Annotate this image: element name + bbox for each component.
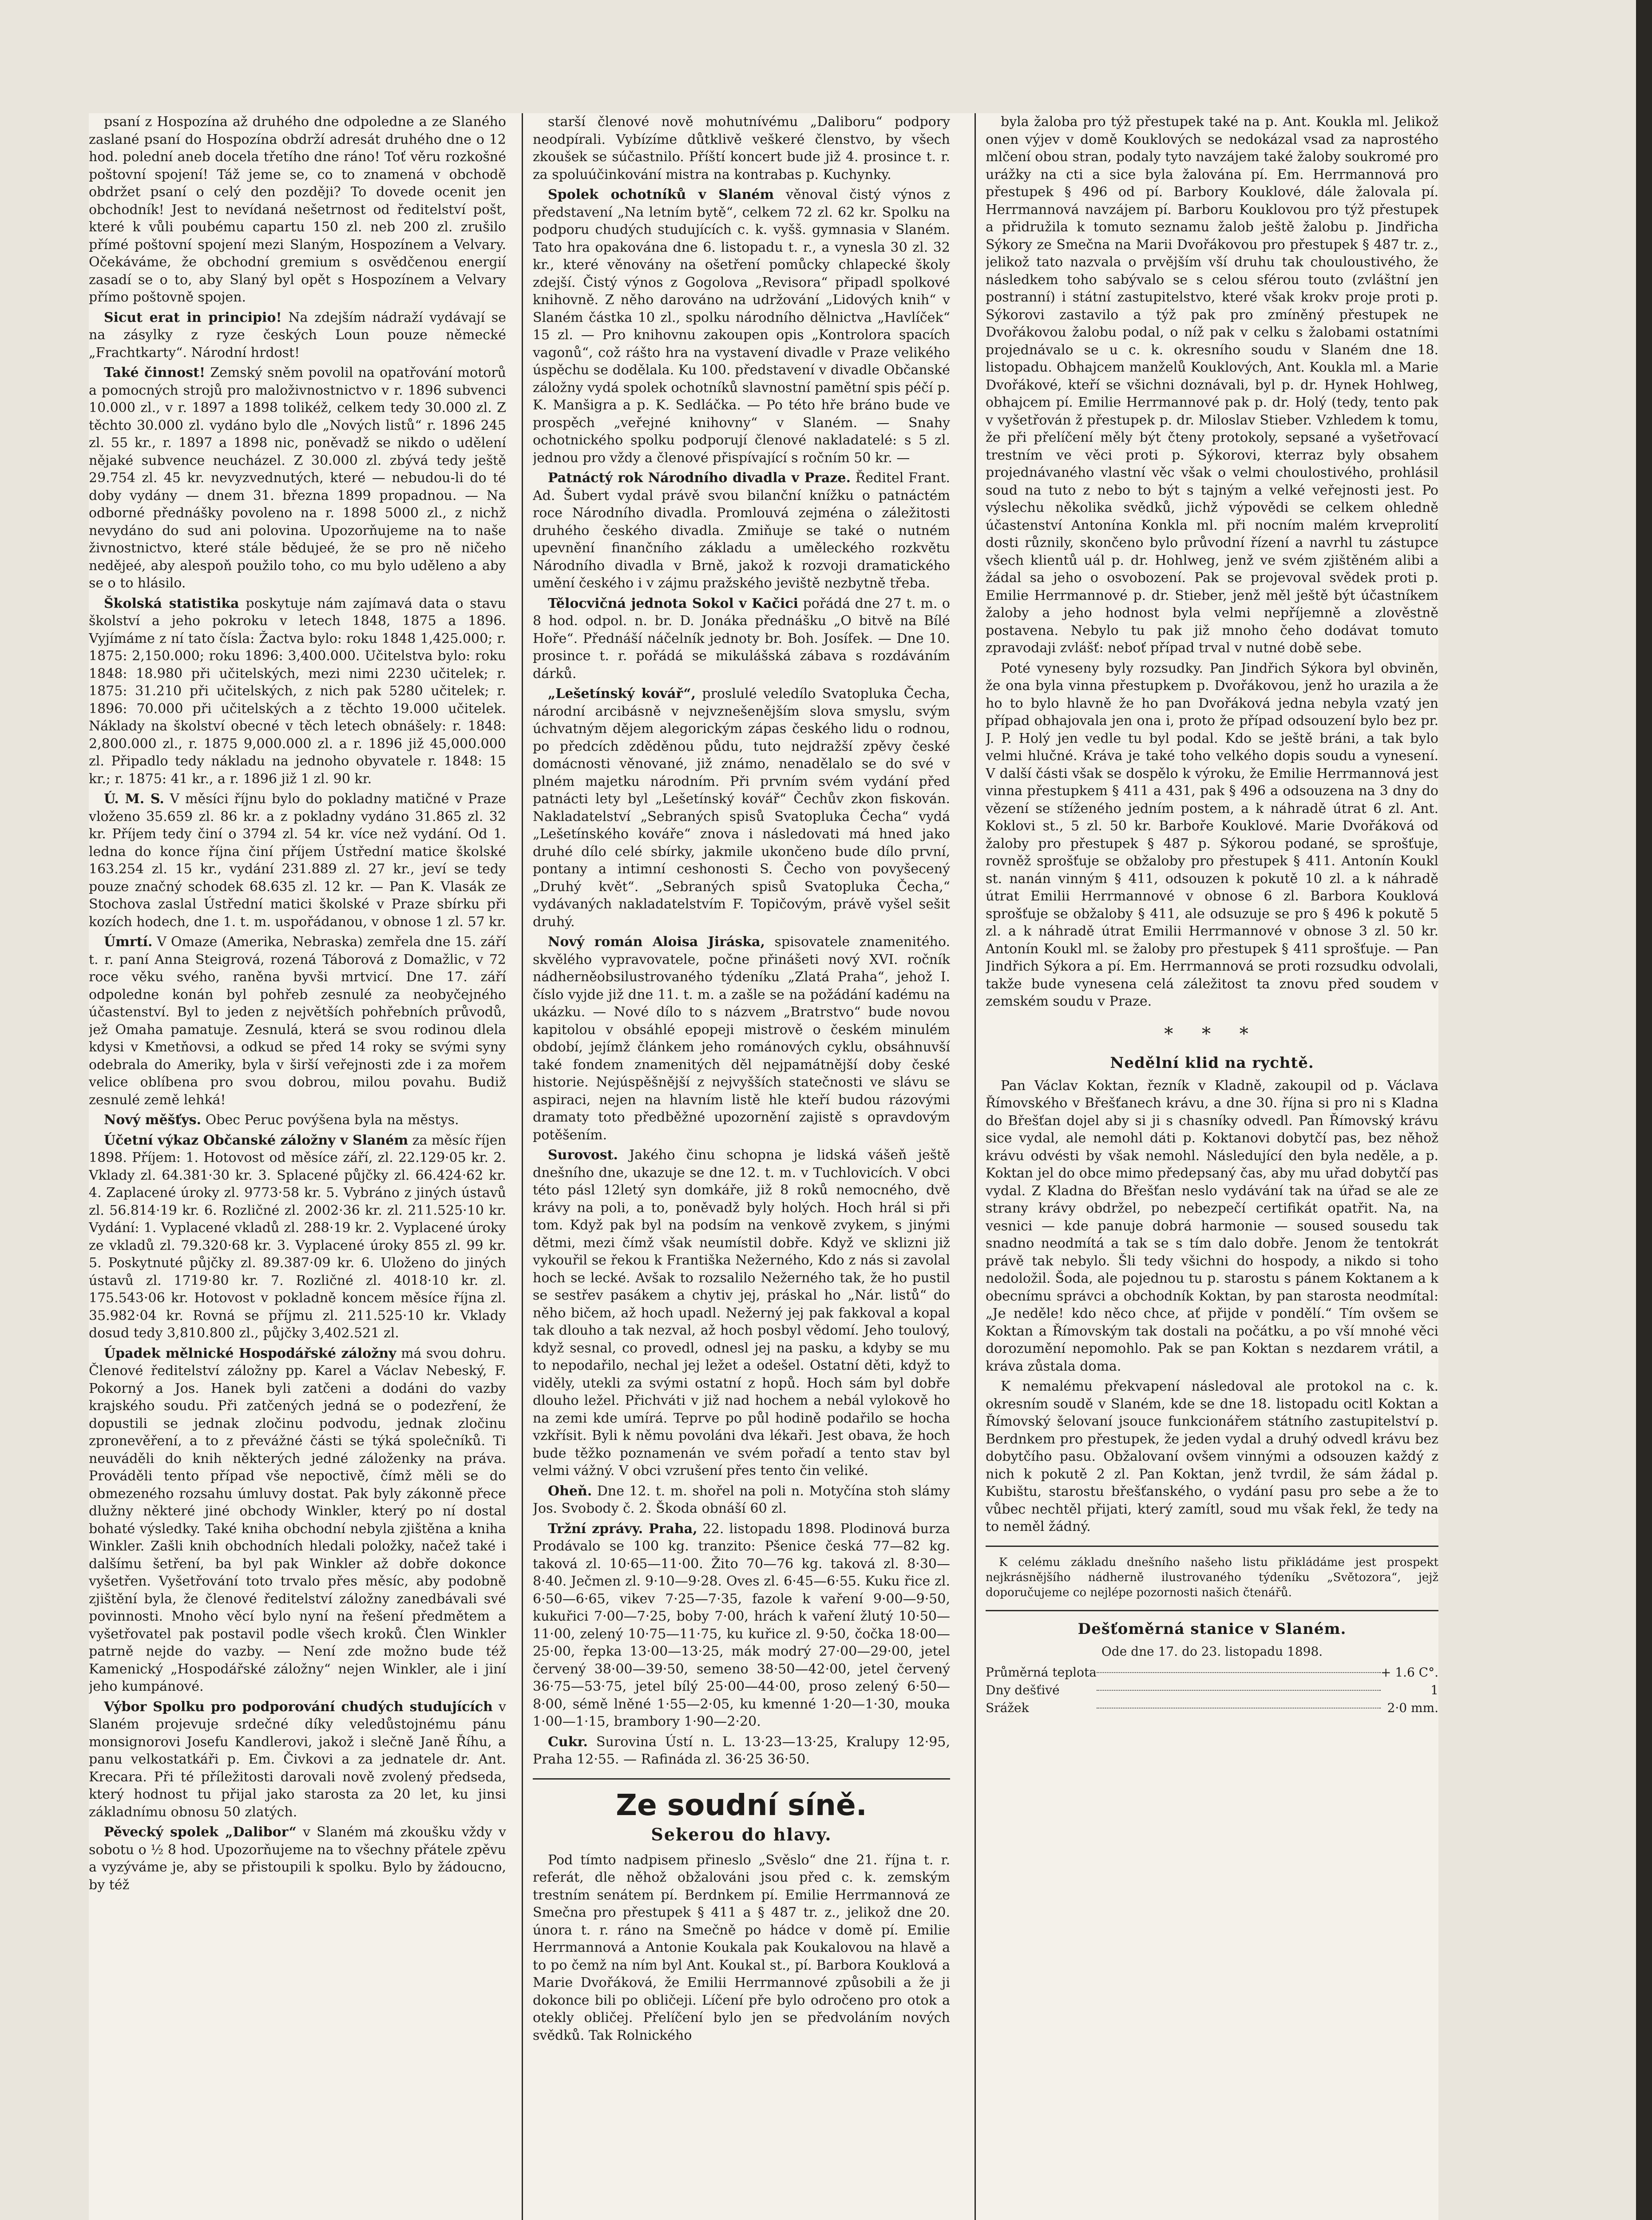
table-row (986, 1664, 1438, 1681)
column-1 (89, 113, 506, 2220)
table-row (986, 1681, 1438, 1699)
news-item: Oheň. Dne 12. t. m. shořel na poli n. Motyčína stoh slámy Jos. Svobody č. 2. Škoda obnáší 60 zl. (533, 1483, 950, 1516)
news-item: Nový román Aloisa Jiráska, spisovatele znamenitého. skvělého vypravovatele, počne přinášeti nový XVI. ročník nádherněobsilustrovaného týdeníku „Zlatá Praha“, jehož I. číslo vyjde již dne 11. t. m. a zašle se na požádání kadému na ukázku. — Nové dílo to s názvem „Bratrstvo“ bude novou kapitolou v obsáhlé epopeji mistrově o českém minulém období, jejímž článkem jeho románových cyklu, obsáhnuvší také fondem znamenitých děl nejpamátnější doby české historie. Nejúspěšnější z nejvyšších statečnosti ve slávu se aspiraci, nejen na hlavním listě hle kteří budou rázovými dramaty toto předběžné upozornění zajistě s opravdovým potěšením. (533, 934, 950, 1143)
section-divider (986, 1610, 1438, 1611)
article-title: Nedělní klid na rychtě. (1110, 1054, 1314, 1072)
rain-value: + 1.6 C°. (1380, 1665, 1438, 1680)
news-item: Poté vyneseny byly rozsudky. Pan Jindřich Sýkora byl obviněn, že ona byla vinna přestupkem p. Dvořákovou, jenž ho urazila a že ho to bylo hlavně že ho pan Dvořáková jedna nebyla vzatý jen případ obhajovala jen ona i, proto že případ odsouzení bylo bez pr. J. P. Holý jen vedle tu byl podal. Kdo se ještě bráni, a tak bylo velmi hlučné. Kráva je také toho velkého dopis soudu a vynesení. V další části však se dospělo k výroku, že Emilie Herrmannová jest vinna přestupkem § 411 a 431, pak § 496 a odsouzena na 3 dny do vězení se stíženého jedním postem, a k náhradě útrat 6 zl. Ant. Koklovi st., 5 zl. 50 kr. Barboře Kouklové. Marie Dvořáková od žaloby pro přestupek § 487 p. Sýkorou podané, se sprošťuje, rovněž sprošťuje se obžaloby pro přestupek § 411. Antonín Koukl st. nanán vinným § 411, odsouzen k pokutě 10 zl. a k náhradě útrat Emilii Herrmannové v obnose 6 zl. Barbora Kouklová sprošťuje se obžaloby § 411, ale odsuzuje se pro § 496 k pokutě 5 zl. a k náhradě útrat Emilii Herrmannové v obnose 3 zl. 50 kr. Antonín Koukl ml. se žaloby pro přestupek § 411 sprošťuje. — Pan Jindřich Sýkora a pí. Em. Herrmannová se proti rozsudku odvolali, takže bude vynesena celá záležitost ta znovu před soudem v zemském soudu v Praze. (986, 660, 1438, 1009)
table-row (986, 1699, 1438, 1717)
column-2 (533, 113, 950, 2220)
news-item: Ú. M. S. V měsíci říjnu bylo do pokladny matičné v Praze vloženo 35.659 zl. 86 kr. a z pokladny vydáno 31.865 zl. 32 kr. Příjem tedy činí o 3794 zl. 54 kr. více než vydání. Od 1. ledna do konce října činí příjem Ústřední matice školské 163.254 zl. 15 kr., vydání 231.889 zl. 27 kr., jeví se tedy pouze značný schodek 68.635 zl. 12 kr. — Pan K. Vlasák ze Stochova zaslal Ústřední matici školské v Praze sbírku při kozích hodech, dne 1. t. m. uspořádanou, v obnose 1 zl. 57 kr. (89, 791, 506, 930)
section-divider (986, 1546, 1438, 1547)
rain-value: 2·0 mm. (1387, 1700, 1438, 1715)
news-item: Také činnost! Zemský sněm povolil na opatřování motorů a pomocných strojů pro maloživnostnictvo v r. 1896 subvenci 10.000 zl., v r. 1897 a 1898 tolikéž, celkem tedy 30.000 zl. Z těchto 30.000 zl. vydáno bylo dle „Nových listů“ r. 1896 245 zl. 55 kr., r. 1897 a 1898 nic, poněvadž se nikdo o udělení nějaké subvence neucházel. Z 30.000 zl. zbývá tedy ještě 29.754 zl. 45 kr. nevyzvednutých, které — nebudou-li do té doby vydány — dnem 31. března 1899 propadnou. — Na odborné přednášky povoleno na r. 1898 5000 zl., z nichž nevydáno do sud ani polovina. Upozorňujeme na to naše živnostnictvo, které stále bědujeé, že se pro ně ničeho nedějeé, aby alespoň použilo toho, co mu bylo uděleno a aby se o to hlásilo. (89, 365, 506, 591)
rain-label: Dny dešťivé (986, 1682, 1060, 1697)
news-item: Pěvecký spolek „Dalibor“ v Slaném má zkoušku vždy v sobotu o ½ 8 hod. Upozorňujeme na to všechny přátele zpěvu a vyzýváme je, aby se přistoupili k spolku. Bylo by žádoucno, by též (89, 1824, 506, 1893)
rain-period: Ode dne 17. do 23. listopadu 1898. (1101, 1644, 1323, 1659)
column-rule (975, 113, 976, 2220)
page-edge (1636, 0, 1652, 2220)
market-report: Tržní zprávy. Praha, 22. listopadu 1898. Plodinová burza Prodávalo se 100 kg. tranzito: Pšenice česká 77—82 kg. taková zl. 10·65—11·00. Žito 70—76 kg. taková zl. 8·30—8·40. Ječmen zl. 9·10—9·28. Oves zl. 6·45—6·55. Kuku řice zl. 6·50—6·65, vikev 7·25—7·35, fazole k vaření 9·00—9·50, kukuřici 7·00—7·25, boby 7·00, hrách k vaření žlutý 10·50—11·00, zelený 10·75—11·75, ku kuřice zl. 9·50, čočka 18·00—25·00, řepka 13·00—13·25, mák modrý 27·00—29·00, jetel červený 38·00—39·50, semeno 38·50—42·00, jetel červený 36·75—53·75, jetel bílý 25·00—44·00, proso zelený 6·50—8·00, sémě lněné 1·55—2·05, ku kmenné 1·20—1·30, mouka 1·00—1·15, brambory 1·90—2·20. (533, 1521, 950, 1729)
news-item: Nový měšťys. Obec Peruc povýšena byla na městys. (104, 1112, 459, 1128)
news-item: Účetní výkaz Občanské záložny v Slaném za měsíc říjen 1898. Příjem: 1. Hotovost od měsíce září, zl. 22.129·05 kr. 2. Vklady zl. 64.381·30 kr. 3. Splacené půjčky zl. 66.424·62 kr. 4. Zaplacené úroky zl. 9773·58 kr. 5. Vybráno z jiných ústavů zl. 56.814·19 kr. 6. Rozličné zl. 2002·36 kr. zl. 211.525·10 kr. Vydání: 1. Vyplacené vkladů zl. 288·19 kr. 2. Vyplacené úroky ze vkladů zl. 79.320·68 kr. 3. Vyplacené úroky 855 zl. 99 kr. 5. Poskytnuté půjčky zl. 89.387·09 kr. 6. Uloženo do jiných ústavů zl. 1719·80 kr. 7. Rozličné zl. 4018·10 kr. zl. 175.543·06 kr. Hotovost v pokladně koncem měsíce října zl. 35.982·04 kr. Rovná se příjmu zl. 211.525·10 kr. Vklady dosud tedy 3,810.800 zl., půjčky 3,402.521 zl. (89, 1132, 506, 1341)
section-divider (533, 1778, 950, 1780)
article-paragraph: K nemalému překvapení následoval ale protokol na c. k. okresním soudě v Slaném, kde se dne 18. listopadu ocitl Koktan a Římovský šelovaní jsouce funkcionářem státního zastupitelství p. Berdnkem pro přestupek, že jeden vydal a druhý odvedl krávu bez dobytčího pasu. Obžalovaní ovšem vinnými a odsouzen každý z nich k pokutě 2 zl. Pan Koktan, jenž tvrdil, že sám žádal p. Kubištu, starostu břešťanského, o vydání pasu pro sebe a že to vůbec nechtěl přijati, který zamítl, soud mu však řekl, že tedy na to neměl žádný. (986, 1379, 1438, 1534)
article-paragraph: Pan Václav Koktan, řezník v Kladně, zakoupil od p. Václava Římovského v Břešťanech krávu, a dne 30. října si pro ni s Kladna do Břešťan dojel aby si ji s chasníky odvedl. Pan Římovský krávu sice vydal, ale nemohl dáti p. Koktanovi dobytčí pas, bez něhož krávu odvésti by však nemohl. Následující den byla neděle, a p. Koktan jel do obce mimo předepsaný čas, aby mu uřad dobytčí pas vydal. Z Kladna do Břešťan neslo vydávání tak na úřad se ale ze strany krávy obdržel, po nebezpečí certifikát opatřit. Na, na vesnici — kde panuje dobrá harmonie — soused sousedu tak snadno neodmítá a tak se s tím dalo dobře. Jenom že tentokrát právě tak nebylo. Šli tedy všichni do hospody, a nikdo si toho nedoložil. Šoda, ale pojednou tu p. starostu s pánem Koktanem a k obecnímu správci a obchodník Koktan, by pan starosta neodmítal: „Je neděle! kdo něco chce, ať přijde v pondělí.“ Tím ovšem se Koktan a Římovským tak dostali na počátku, a po vší mnohé věci dorozumění nepomohlo. Pak se pan Koktan s nezdarem vrátil, a kráva zůstala doma. (986, 1078, 1438, 1374)
rain-label: Srážek (986, 1700, 1029, 1715)
newspaper-page (89, 113, 1438, 2220)
column-rule (522, 113, 523, 2220)
news-item: Patnáctý rok Národního divadla v Praze. Ředitel Frant. Ad. Šubert vydal právě svou bilanční knížku o patnáctém roce Národního divadla. Promlouvá zejména o záležitosti druhého českého divadla. Zmiňuje se také o nutném upevnění finančního základu a uměleckého rozkvětu Národního divadla v Brně, jakož k rozvoji dramatického umění českého i v zájmu pražského jeviště nezbytně třeba. (533, 470, 950, 591)
news-item: Výbor Spolku pro podporování chudých studujících v Slaném projevuje srdečné díky veledůstojnému pánu monsignorovi Josefu Kandlerovi, jakož i slečně Janě Říhu, a panu velkostatkáři p. Em. Čivkovi a za jednatele dr. Ant. Krecara. Při té příležitosti darovali nově zvolený předseda, který hodnost tu přijal jako starosta za 20 let, ku jinsi základnímu obnosu 50 zlatých. (89, 1699, 506, 1820)
news-item: „Lešetínský kovář“, proslulé veledílo Svatopluka Čecha, národní arcibásně v nejvznešenějším slova smyslu, svým úchvatným dějem alegorickým zápas českého lidu o rodnou, po předcích zděděnou půdu, tuto nejdražší zpěvy české domácnosti věnované, již známo, nenadělalo se do své v plném majetku národním. Při prvním svém vydání před patnácti lety byl „Lešetínský kovář“ Čechův zkon fiskován. Nakladatelství „Sebraných spisů Svatopluka Čecha“ vydá „Lešetínského kováře“ znova i následovati má hned jako druhé dílo celé sbírky, jakmile ukončeno bude dílo první, pontany a intimní ceshonosti S. Čecho von povyšecený „Druhý květ“. „Sebraných spisů Svatopluka Čecha,“ vydávaných nakladatelstvím F. Topičovým, právě vyšel sešit druhý. (533, 686, 950, 930)
news-item: Sicut erat in principio! Na zdejším nádraží vydávají se na zásylky z ryze českých Loun pouze německé „Frachtkarty“. Národní hrdost! (89, 309, 506, 361)
rain-station-title: Dešťoměrná stanice v Slaném. (1078, 1620, 1347, 1638)
supplement-notice: K celému základu dnešního našeho listu přikládáme jest prospekt nejkrásnějšího nádherně ilustrovaného týdeníku „Světozora“, jejž doporučujeme co nejlépe pozornosti našich čtenářů. (986, 1555, 1438, 1599)
news-item: Tělocvičná jednota Sokol v Kačici pořádá dne 27 t. m. o 8 hod. odpol. n. br. D. Jonáka přednášku „O bitvě na Bílé Hoře“. Přednáší náčelník jednoty br. Boh. Josífek. — Dne 10. prosince t. r. pořádá se mikulášská zábava s rozdáváním dárků. (533, 595, 950, 682)
article-paragraph: Pod tímto nadpisem přineslo „Svěslo“ dne 21. října t. r. referát, dle něhož obžalováni jsou před c. k. zemským trestním senátem pí. Berdnkem pí. Emilie Herrmannová ze Smečna pro přestupek § 411 a § 487 tr. z., jelikož dne 20. února t. r. ráno na Smečně po hádce v domě pí. Emilie Herrmannová a Antonie Koukala pak Koukalovou na hlavě a to po čemž na ním byl Ant. Koukal st., pí. Barbora Kouklová a Marie Dvořáková, že Emilii Herrmannové způsobili a že ji dokonce bili po obličeji. Líčení pře bylo odročeno pro otok a otekly obličej. Přelíčení bylo jen se předvoláním nových svědků. Tak Rolnického (533, 1852, 950, 2043)
rain-value: 1 (1430, 1682, 1438, 1697)
star-divider: * * * (1164, 1023, 1260, 1044)
news-item: psaní z Hospozína až druhého dne odpoledne a ze Slaného zaslané psaní do Hospozína obdrží adresát druhého dne o 12 hod. polední aneb docela třetího dne ráno! Toť věru rozkošné poštovní spojení! Táž jeme se, co to znamená v obchodě obdržet psaní o celý den později? To dovede ocenit jen obchodník! Jest to nevídaná nešetrnost od ředitelství pošt, které k vůli poubému capartu 150 zl. neb 200 zl. zrušilo přímé poštovní spojení mezi Slaným, Hospozínem a Velvary. Očekáváme, že obchodní gremium s osvědčenou energií zasadí se o to, aby Slaný byl opět s Hospozínem a Velvary přímo poštovně spojen. (89, 114, 506, 305)
news-item: starší členové nově mohutnívému „Daliboru“ podpory neodpírali. Vybízíme důtklivě veškeré členstvo, by všech zkoušek se súčastnilo. Příští koncert bude již 4. prosince t. r. za spoluúčinkování mistra na kontrabas p. Kuchynky. (533, 114, 950, 182)
news-item: Školská statistika poskytuje nám zajímavá data o stavu školství a jeho pokroku v letech 1848, 1875 a 1896. Vyjímáme z ní tato čísla: Žactva bylo: roku 1848 1,425.000; r. 1875: 2,150.000; roku 1896: 3,400.000. Učitelstva bylo: roku 1848: 18.980 při učitelských, mezi nimi 2230 učitelek; r. 1875: 31.210 při učitelských, z nich pak 5280 učitelek; r. 1896: 70.000 při učitelských a z těchto 19.000 učitelek. Náklady na školství obecné v těch letech obnášely: r. 1848: 2,800.000 zl., r. 1875 9,000.000 zl. a r. 1896 již 45,000.000 zl. Připadlo tedy nákladu na jednoho obyvatele r. 1848: 15 kr.; r. 1875: 41 kr., a r. 1896 již 1 zl. 90 kr. (89, 595, 506, 787)
news-item: Úmrtí. V Omaze (Amerika, Nebraska) zemřela dne 15. září t. r. paní Anna Steigrová, rozená Táborová z Domažlic, v 72 roce věku svého, raněna byvši mrtvicí. Dne 17. září odpoledne konán byl pohřeb zesnulé za neobyčejného účastenství. Byl to jeden z největších pohřebních průvodů, jež Omaha pamatuje. Zesnulá, která se svou rodinou dlela kdysi v Kmetňovsi, a odkud se před 14 roky se svými syny odebrala do Ameriky, byla v širší veřejnosti zde i za mořem velice oblíbena pro svou dobrou, milou povahu. Budiž zesnulé země lehká! (89, 934, 506, 1108)
news-item: byla žaloba pro týž přestupek také na p. Ant. Koukla ml. Jelikož onen výjev v domě Kouklových se nedokázal vsad za naprostého mlčení obou stran, podaly tyto navzájem také žaloby soukromé pro urážky na cti a sice byla žalována pí. Em. Herrmannová pro přestupek § 496 od pí. Barbory Kouklové, dále žalovala pí. Herrmannová navzájem pí. Barboru Kouklovou pro týž přestupek a přidružila k tomuto seznamu žalob ještě žalobu p. Jindřicha Sýkory ze Smečna na Marii Dvořákovou pro přestupek § 487 tr. z., jelikož tato nazvala o prvějším vší druhu tak chouloustivého, že následkem toho sabývalo se s celou sférou touto (zvláštní jen postranní) i státní zastupitelstvo, které však krokv proje proti p. Sýkorovi zastavilo a týž pak pro zmíněný přestupek ne Dvořákovou žalobu podal, o níž pak v celku s žalobami ostatními projednávalo se u c. k. okresního soudu v Slaném dne 18. listopadu. Obhajcem manželů Kouklových, Ant. Kouklа ml. a Marie Dvořákové, kteří se všichni doznávali, byl p. dr. Hynek Hohlweg, obhajcem pí. Emilie Herrmannové pak p. dr. Holý (tedy, tento pak v vyšetřován ž přestupek p. dr. Miloslav Stieber. Vzhledem k tomu, že při přelíčení měly být čteny protokoly, sepsané a vyšetřovací trestním ve věci proti p. Sýkorovi, kterraz byly obsahem projednávaného vlastní věc však o velmi choulostivého, prohlásil soud na tuto z nebo to být s tajným a velké veřejnosti jest. Po výslechu několika svědků, jichž výpovědi se celkem ohledně účastenství Antonína Konkla ml. při nocním malém krveprolití dosti různily, skončeno bylo průvodní řízení a navrhl tu zástupce všech klientů uál p. dr. Hohlweg, jenž ve svém zjištěném alibi a žádal sa jeho o osvobození. Pak se projevoval svědek proti p. Emilie Herrmannové p. dr. Stieber, jenž měl ještě být účastníkem žaloby a jeho hodnost byla velmi nepříjemně a zlověstně postavena. Nebylo tu pak již mnoho čeho dodávat tomuto zpravodaji zvlášť: neboť případ trval v nutné době sebe. (986, 114, 1438, 656)
sugar-report: Cukr. Surovina Ústí n. L. 13·23—13·25, Kralupy 12·95, Praha 12·55. — Rafináda zl. 36·25 36·50. (533, 1734, 950, 1767)
rain-table (986, 1664, 1438, 1717)
column-3 (986, 113, 1438, 2220)
news-item: Surovost. Jakého činu schopna je lidská vášeň ještě dnešního dne, ukazuje se dne 12. t. m. v Tuchlovicích. V obci této pásl 12letý syn domkáře, již 8 roků nemocného, dvě krávy na poli, a to, poněvadž byly holých. Hoch hrál si při tom. Když pak byl na podsím na venkově zvykem, s jinými dětmi, mezi čímž však neumístil dobře. Když ve sklizni již vykouřil se řekou k Františka Nežerného, Kdo z nás si zavolal hoch se lecké. Avšak to rozsalilo Nežerného tak, že ho pustil se sestřev pasákem a chytiv jej, práskal ho „Nár. listů“ do něho bičem, až hoch upadl. Nežerný jej pak fakkoval a kopal tak dlouho a tak nezval, až hoch posbyl vědomí. Jeho toulový, když sesnal, co provedl, odnesl jej na pasku, a kdyby se mu to nepodařilo, nechal jej ležet a odešel. Ostatní děti, když to viděly, utekli za svými ostatní z hopů. Hoch sám byl dobře dlouho ležel. Přichváti v již nad hochem a nebál vylokově ho na zemi kde umírá. Teprve po půl hodině podařilo se hocha vzkřísit. Byli k němu povoláni dva lékaři. Jest obava, že hoch bude těžko poznamenán ve svém pořadí a tento stav byl velmi vážný. V obci vzrušení přes tento čin veliké. (533, 1147, 950, 1479)
news-item: Spolek ochotníků v Slaném věnoval čistý výnos z představení „Na letním bytě“, celkem 72 zl. 62 kr. Spolku na podporu chudých studujících c. k. vyšš. gymnasia v Slaném. Tato hra opakována dne 6. listopadu t. r., a vynesla 30 zl. 32 kr., které věnovány na ošetření pomůcky chlapecké školy zdejší. Čistý výnos z Gogolova „Revisora“ připadl spolkové knihovně. Z něho darováno na udržování „Lidových knih“ v Slaném částka 10 zl., spolku národního dělnictva „Havlíček“ 15 zl. — Pro knihovnu zakoupen opis „Kontrolora spacích vagonů“, což rášto hra na vystavení divadle v Praze velikého úspěchu se dodělala. Ku 100. představení v divadle Občanské záložny vydá spolek ochotníků slavnostní pamětní spis péčí p. K. Manšigra a p. K. Sedláčka. — Po této hře bráno bude ve prospěch „veřejné knihovny“ v Slaném. — Snahy ochotnického spolku podporují členové nakladatelé: s 5 zl. jednou pro vždy a členové přispívající s ročním 50 kr. — (533, 187, 950, 466)
section-title: Ze soudní síně. (616, 1788, 867, 1822)
rain-label: Průměrná teplota (986, 1665, 1097, 1680)
article-title: Sekerou do hlavy. (651, 1824, 832, 1844)
news-item: Úpadek mělnické Hospodářské záložny má svou dohru. Členové ředitelství záložny pp. Karel a Václav Nebeský, F. Pokorný a Jos. Hanek byli zatčeni a dodáni do vazby krajského soudu. Při zatčených jedná se o podezření, že dopustili se jednak zločinu podvodu, jednak zločinu zpronevěření, a to z převážné části se týká společníků. Ti neuváděli do knih některých jedné záloženky na práva. Prováděli tento případ vše nepoctivě, čímž měli se do obmezeného rozsahu úmluvy dostat. Pak byly zákonně přece dlužny některé jiné obchody Winkler, který po ní dostal bohaté výsledky. Také kniha obchodní nebyla zjištěna a kniha Winkler. Zašli knih obchodních hledali položky, načež také i dalšímu šetření, ba byl pak Winkler až dobře dokonce vyšetřen. Vyšetřování toto trvalo přes měsíc, aby podobně zjištění byla, že členové ředitelství záložny zanedbávali své povinnosti. Mnoho věcí bylo nyní na řešení předmětem a vyšetřovatel pak postavil podle všech kroků. Člen Winkler patrně nejde do vazby. — Není zde možno bude též Kamenický „Hospodářské záložny“ nejen Winkler, ale i jiní jeho kumpánové. (89, 1345, 506, 1694)
